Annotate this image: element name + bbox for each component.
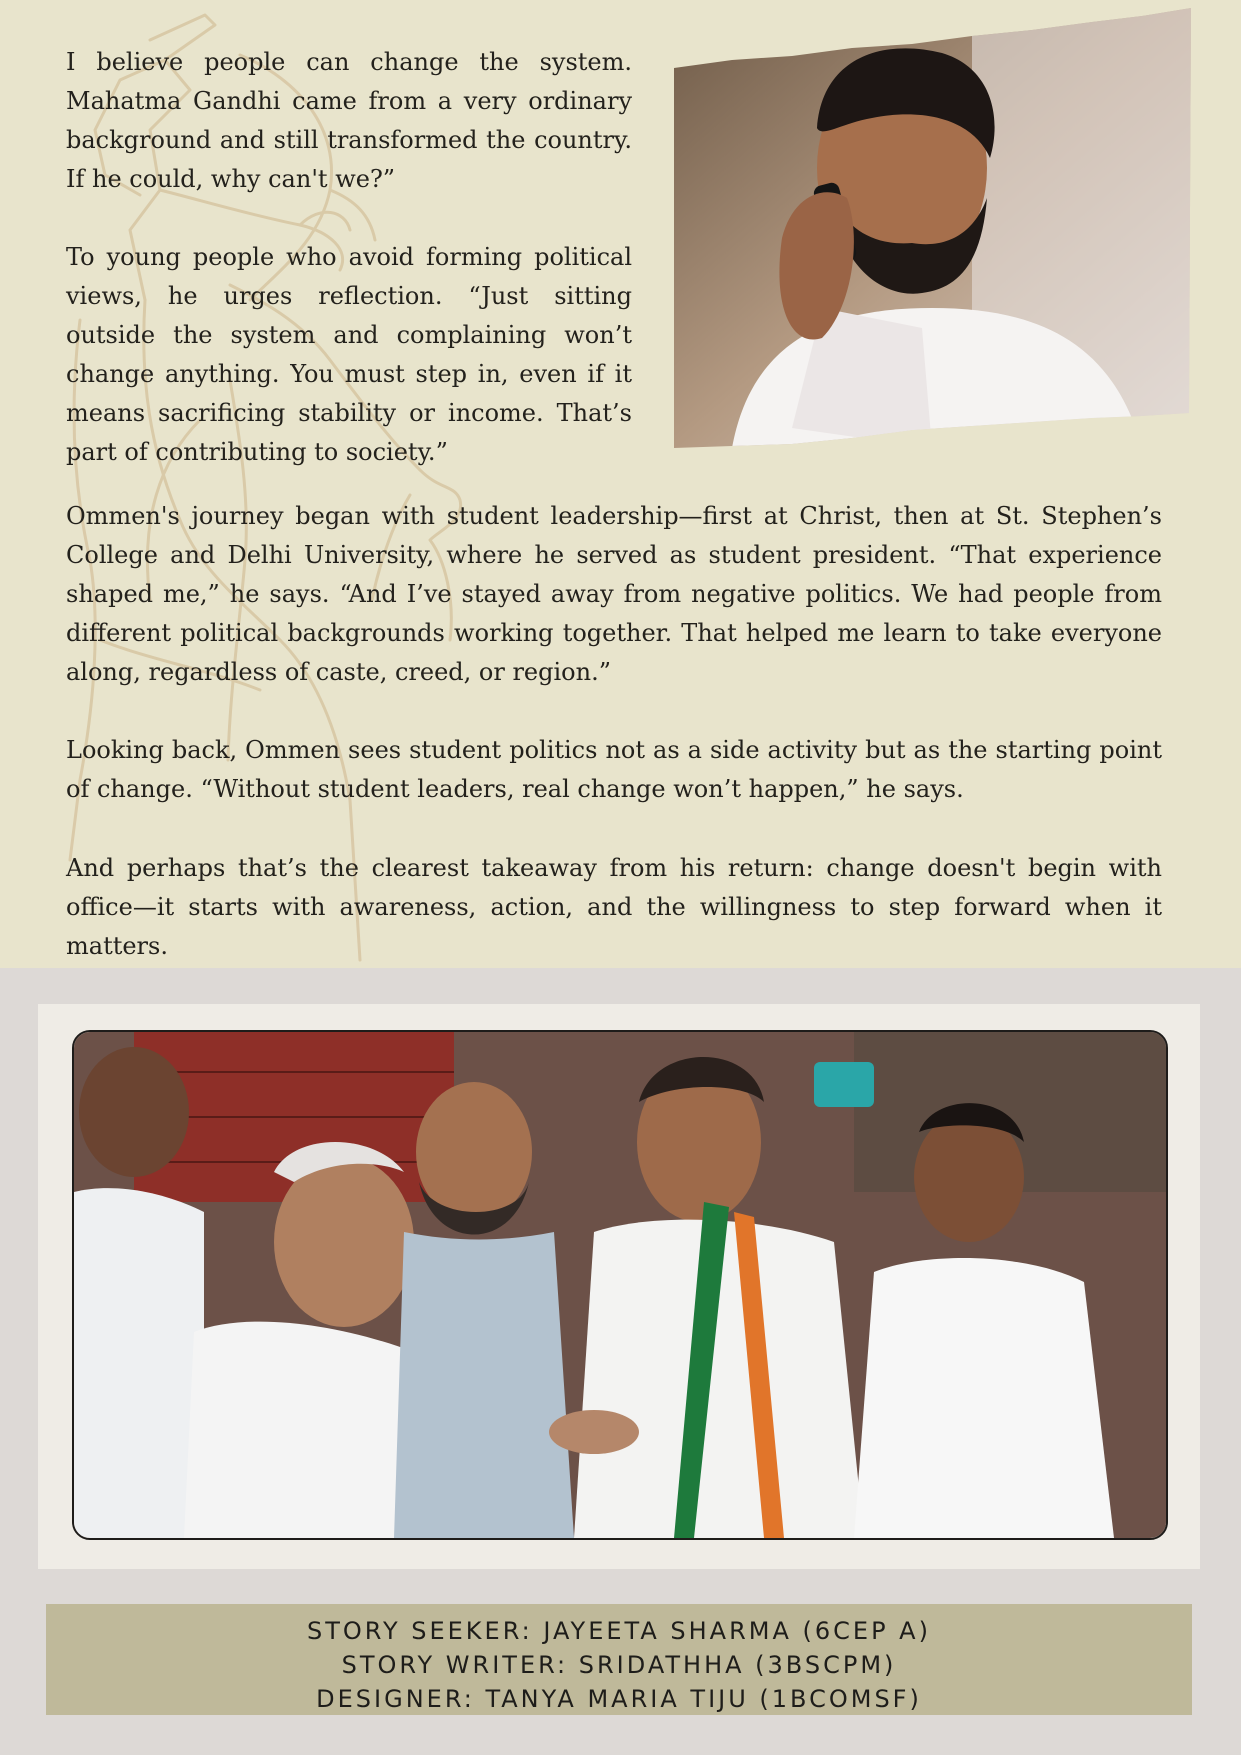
credit-story-seeker: STORY SEEKER: JAYEETA SHARMA (6CEP A)	[307, 1617, 931, 1645]
photo-frame	[38, 1004, 1200, 1569]
group-handshake-photo	[72, 1030, 1168, 1540]
credit-story-writer: STORY WRITER: SRIDATHHA (3BSCPM)	[341, 1651, 897, 1679]
group-photo-illustration	[74, 1032, 1166, 1538]
article-paragraph-2: To young people who avoid forming political views, he urges reflection. “Just sitting outside the system and complaining won’t change anything. You must step in, even if it means sacrificing stability or income. That’s part of contributing to society.”	[66, 243, 632, 466]
article-paragraph-1: I believe people can change the system. Mahatma Gandhi came from a very ordinary background and still transformed the country. If he could, why can't we?”	[66, 48, 632, 193]
article-paragraph-5: And perhaps that’s the clearest takeaway from his return: change doesn't begin with office—it starts with awareness, action, and the willingness to step forward when it matters.	[66, 854, 1162, 960]
credits-band	[46, 1604, 1192, 1715]
portrait-man-on-phone-photo	[672, 8, 1191, 448]
article-paragraph-3: Ommen's journey began with student leadership—first at Christ, then at St. Stephen’s College and Delhi University, where he served as student president. “That experience shaped me,” he says. “And I’ve stayed away from negative politics. We had people from different political backgrounds working together. That helped me learn to take everyone along, regardless of caste, creed, or region.”	[66, 502, 1162, 686]
credit-designer: DESIGNER: TANYA MARIA TIJU (1BCOMSF)	[316, 1685, 922, 1713]
article-paragraph-4: Looking back, Ommen sees student politics not as a side activity but as the starting point of change. “Without student leaders, real change won’t happen,” he says.	[66, 736, 1162, 803]
photo-credits-section	[0, 968, 1241, 1755]
